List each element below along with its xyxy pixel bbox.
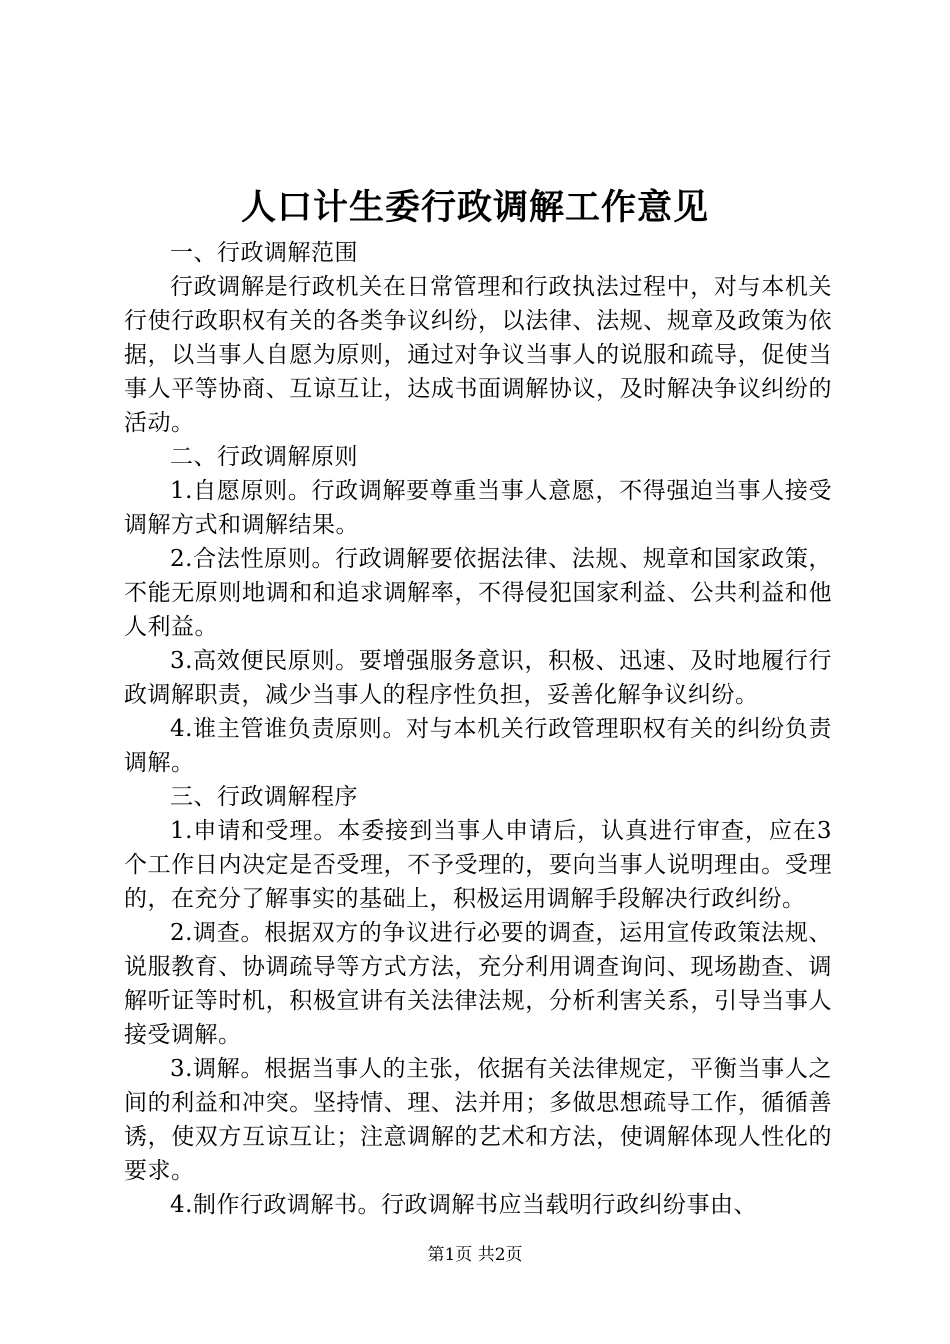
paragraph-principle-responsibility: 4.谁主管谁负责原则。对与本机关行政管理职权有关的纠纷负责调解。 [124,716,832,776]
paragraph-procedure-investigation: 2.调查。根据双方的争议进行必要的调查，运用宣传政策法规、说服教育、协调疏导等方式方法，充分利用调查询问、现场勘查、调解听证等时机，积极宣讲有关法律法规，分析利害关系，引导当事人接受调解。 [124,920,832,1048]
paragraph-principle-efficiency: 3.高效便民原则。要增强服务意识，积极、迅速、及时地履行行政调解职责，减少当事人的程序性负担，妥善化解争议纠纷。 [124,648,832,708]
paragraph-principle-voluntary: 1.自愿原则。行政调解要尊重当事人意愿，不得强迫当事人接受调解方式和调解结果。 [124,478,832,538]
paragraph-procedure-application: 1.申请和受理。本委接到当事人申请后，认真进行审查，应在3个工作日内决定是否受理，不予受理的，要向当事人说明理由。受理的，在充分了解事实的基础上，积极运用调解手段解决行政纠纷。 [124,818,832,912]
document-title: 人口计生委行政调解工作意见 [240,187,709,228]
section-heading-principles: 二、行政调解原则 [170,444,358,470]
section-heading-procedure: 三、行政调解程序 [170,784,358,810]
section-heading-scope: 一、行政调解范围 [170,240,358,266]
paragraph-procedure-document: 4.制作行政调解书。行政调解书应当载明行政纠纷事由、 [170,1192,757,1218]
paragraph-procedure-mediation: 3.调解。根据当事人的主张，依据有关法律规定，平衡当事人之间的利益和冲突。坚持情、理、法并用；多做思想疏导工作，循循善诱，使双方互谅互让；注意调解的艺术和方法，使调解体现人性化的要求。 [124,1056,832,1184]
paragraph-scope-definition: 行政调解是行政机关在日常管理和行政执法过程中，对与本机关行使行政职权有关的各类争议纠纷，以法律、法规、规章及政策为依据，以当事人自愿为原则，通过对争议当事人的说服和疏导，促使当事人平等协商、互谅互让，达成书面调解协议，及时解决争议纠纷的活动。 [124,274,832,436]
document-body [124,236,832,1222]
paragraph-principle-legality: 2.合法性原则。行政调解要依据法律、法规、规章和国家政策，不能无原则地调和和追求调解率，不得侵犯国家利益、公共利益和他人利益。 [124,546,832,640]
page-number-footer: 第1页 共2页 [427,1245,523,1265]
